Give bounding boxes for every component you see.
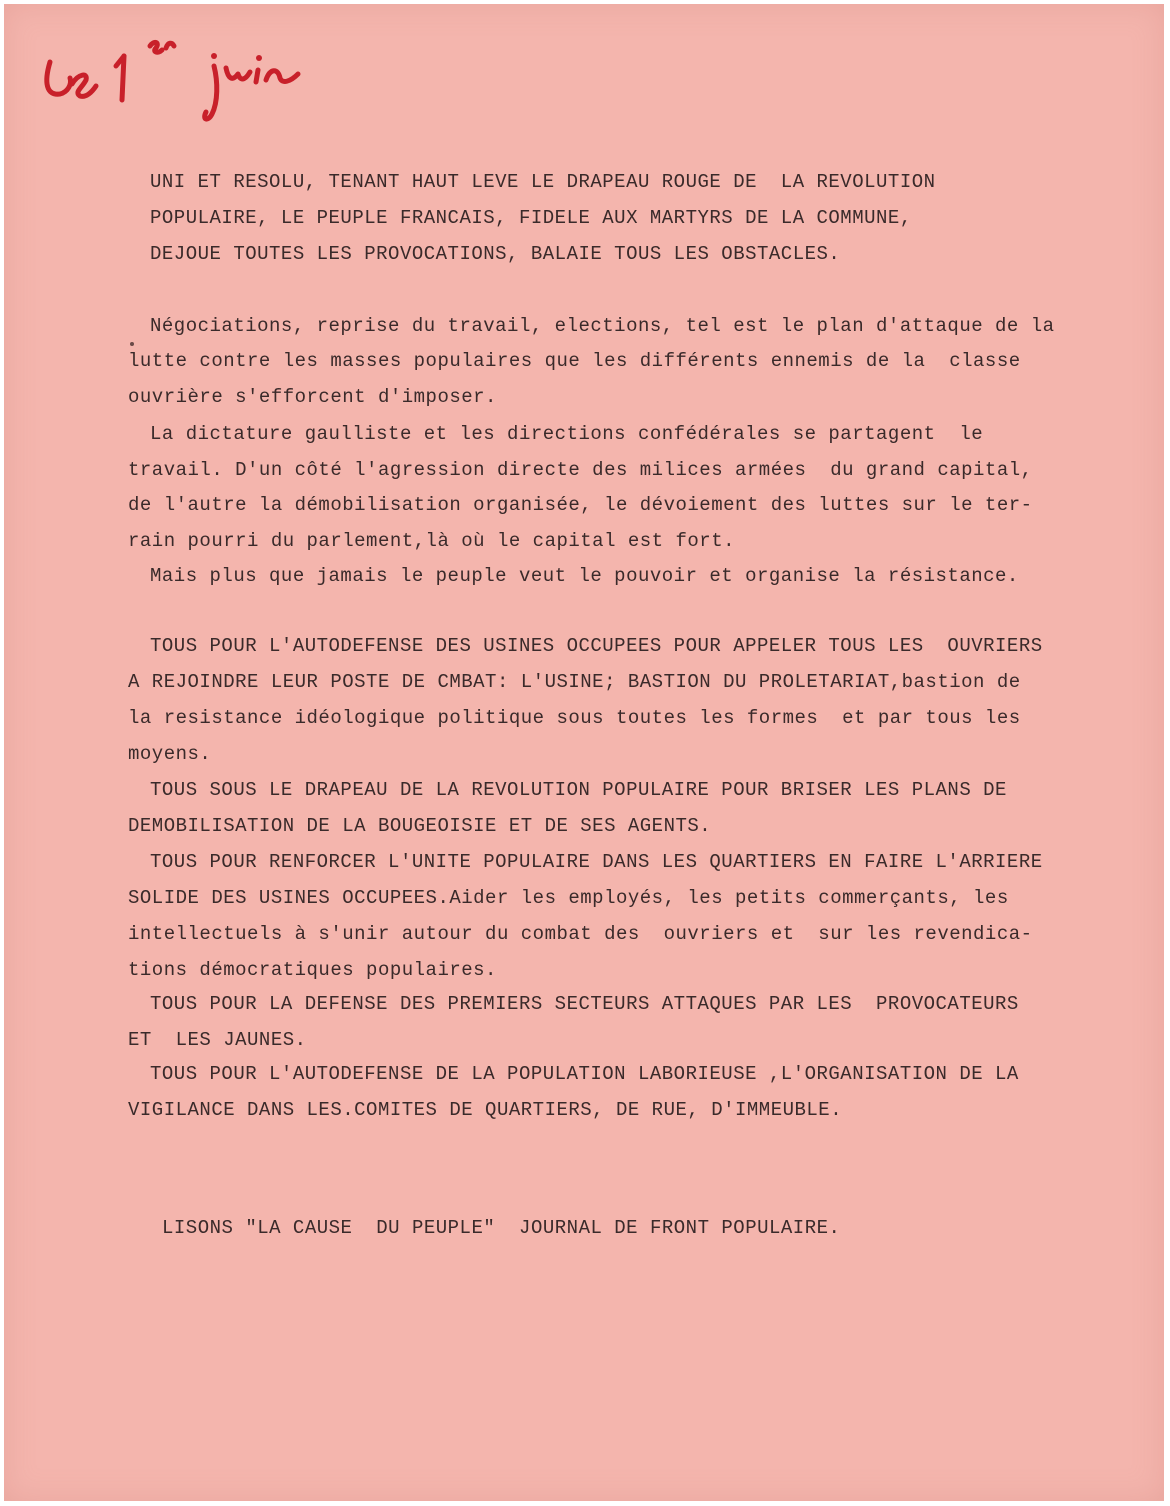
slogan-line: TOUS POUR L'AUTODEFENSE DE LA POPULATION LABORIEUSE ,L'ORGANISATION DE LA — [150, 1063, 1019, 1085]
ink-speck — [130, 342, 134, 346]
intro-line: DEJOUE TOUTES LES PROVOCATIONS, BALAIE TOUS LES OBSTACLES. — [150, 243, 841, 265]
body-line: rain pourri du parlement,là où le capital est fort. — [128, 530, 735, 552]
body-line: ouvrière s'efforcent d'imposer. — [128, 386, 497, 408]
slogan-line: TOUS POUR LA DEFENSE DES PREMIERS SECTEURS ATTAQUES PAR LES PROVOCATEURS — [150, 993, 1019, 1015]
handwritten-date-annotation — [42, 22, 322, 132]
body-line: Mais plus que jamais le peuple veut le pouvoir et organise la résistance. — [150, 565, 1019, 587]
slogan-line: tions démocratiques populaires. — [128, 959, 497, 981]
slogan-line: intellectuels à s'unir autour du combat des ouvriers et sur les revendica- — [128, 923, 1033, 945]
slogan-line: SOLIDE DES USINES OCCUPEES.Aider les employés, les petits commerçants, les — [128, 887, 1009, 909]
body-line: de l'autre la démobilisation organisée, le dévoiement des luttes sur le ter- — [128, 494, 1033, 516]
document-page — [4, 4, 1164, 1501]
slogan-line: A REJOINDRE LEUR POSTE DE CMBAT: L'USINE; BASTION DU PROLETARIAT,bastion de — [128, 671, 1021, 693]
intro-line: POPULAIRE, LE PEUPLE FRANCAIS, FIDELE AUX MARTYRS DE LA COMMUNE, — [150, 207, 912, 229]
body-line: Négociations, reprise du travail, elections, tel est le plan d'attaque de la — [150, 315, 1055, 337]
slogan-line: moyens. — [128, 743, 212, 765]
slogan-line: la resistance idéologique politique sous toutes les formes et par tous les — [128, 707, 1021, 729]
intro-line: UNI ET RESOLU, TENANT HAUT LEVE LE DRAPEAU ROUGE DE LA REVOLUTION — [150, 171, 936, 193]
slogan-line: TOUS SOUS LE DRAPEAU DE LA REVOLUTION POPULAIRE POUR BRISER LES PLANS DE — [150, 779, 1007, 801]
slogan-line: DEMOBILISATION DE LA BOUGEOISIE ET DE SES AGENTS. — [128, 815, 712, 837]
closing-line: LISONS "LA CAUSE DU PEUPLE" JOURNAL DE FRONT POPULAIRE. — [162, 1217, 841, 1239]
body-line: lutte contre les masses populaires que les différents ennemis de la classe — [128, 350, 1021, 372]
slogan-line: TOUS POUR L'AUTODEFENSE DES USINES OCCUPEES POUR APPELER TOUS LES OUVRIERS — [150, 635, 1043, 657]
slogan-line: ET LES JAUNES. — [128, 1029, 307, 1051]
slogan-line: VIGILANCE DANS LES.COMITES DE QUARTIERS, DE RUE, D'IMMEUBLE. — [128, 1099, 843, 1121]
slogan-line: TOUS POUR RENFORCER L'UNITE POPULAIRE DANS LES QUARTIERS EN FAIRE L'ARRIERE — [150, 851, 1043, 873]
body-line: La dictature gaulliste et les directions confédérales se partagent le — [150, 423, 984, 445]
body-line: travail. D'un côté l'agression directe des milices armées du grand capital, — [128, 459, 1033, 481]
handwritten-note-text: Le 1er juin — [42, 22, 47, 23]
